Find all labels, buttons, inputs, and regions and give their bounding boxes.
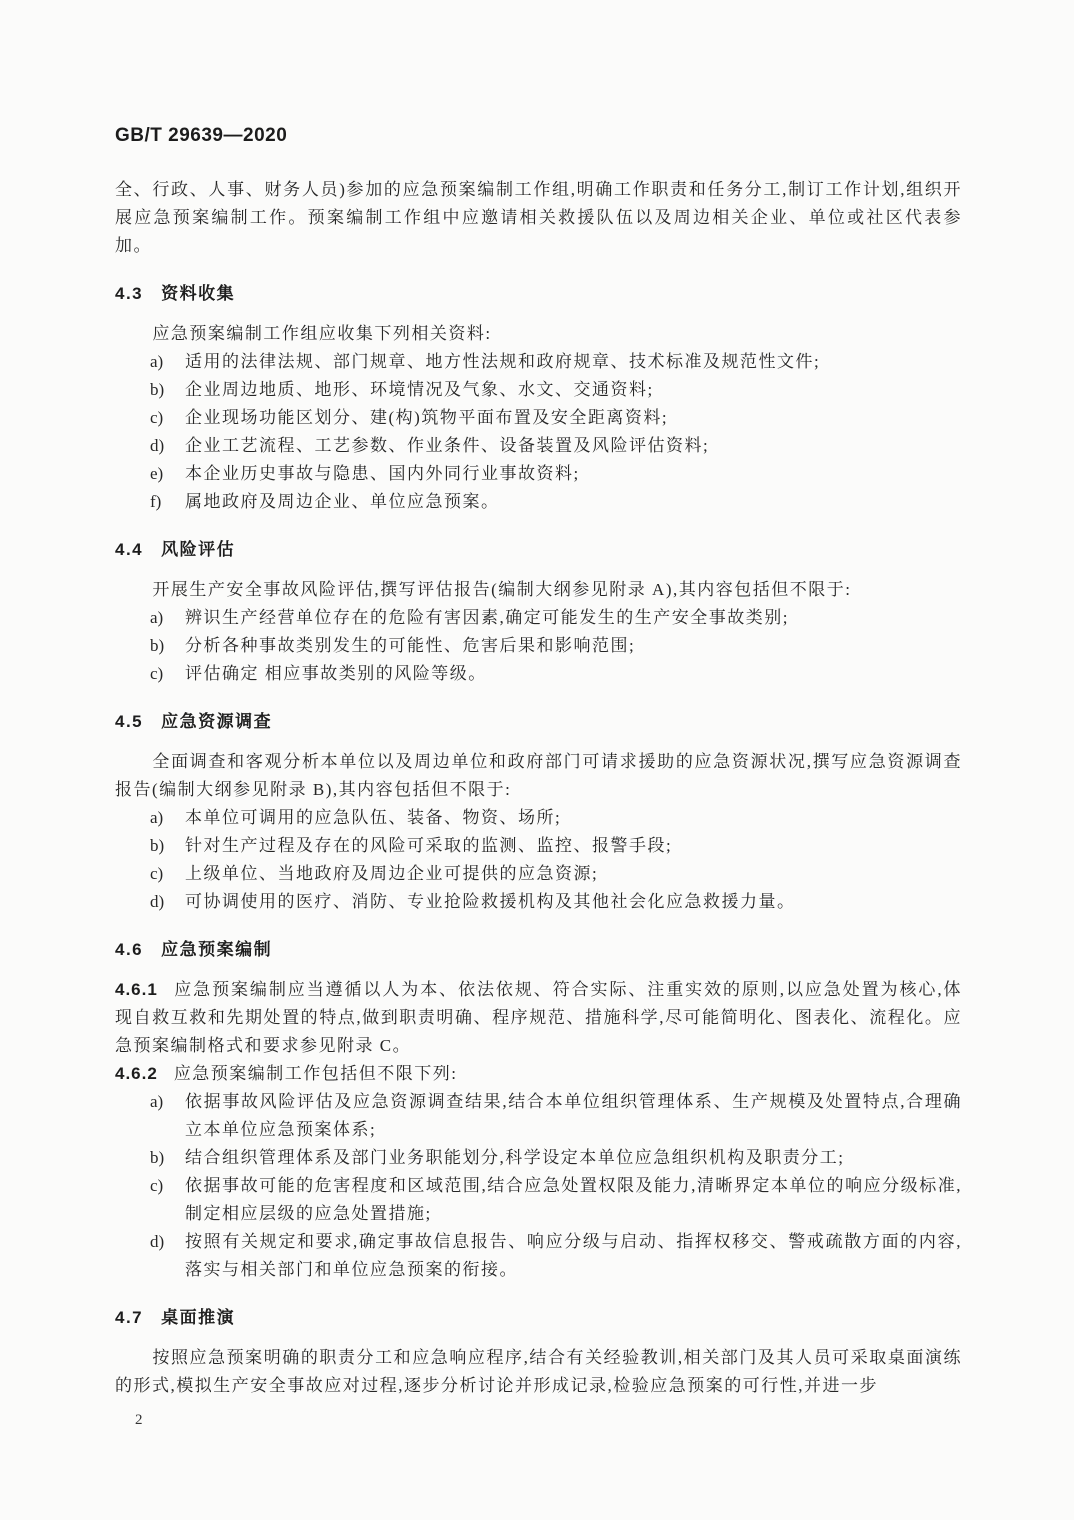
list-item-text: 评估确定 相应事故类别的风险等级。 (185, 664, 487, 683)
clause-number: 4.6.2 (115, 1064, 158, 1083)
body-paragraph: 应急预案编制工作组应收集下列相关资料: (152, 324, 492, 343)
list-item (115, 1228, 962, 1284)
list-item-text: 本单位可调用的应急队伍、装备、物资、场所; (185, 808, 562, 827)
section-title: 资料收集 (161, 284, 236, 303)
list-item-label: b) (150, 1148, 165, 1167)
page-number: 2 (135, 1412, 143, 1428)
list-item-text: 企业周边地质、地形、环境情况及气象、水文、交通资料; (185, 380, 654, 399)
list-item (115, 376, 962, 404)
list-item-label: c) (150, 408, 164, 427)
list-item-label: a) (150, 352, 164, 371)
list-item (115, 888, 962, 916)
list-item (115, 860, 962, 888)
clause-paragraph (115, 1060, 962, 1088)
section-number: 4.7 (115, 1308, 144, 1327)
list-item-text: 辨识生产经营单位存在的危险有害因素,确定可能发生的生产安全事故类别; (185, 608, 789, 627)
section-number: 4.3 (115, 284, 144, 303)
list-item-text: 结合组织管理体系及部门业务职能划分,科学设定本单位应急组织机构及职责分工; (185, 1148, 845, 1167)
list-item-text: 企业工艺流程、工艺参数、作业条件、设备装置及风险评估资料; (185, 436, 710, 455)
section-4.4 (115, 536, 962, 688)
list-item-label: e) (150, 464, 164, 483)
section-title: 桌面推演 (161, 1308, 236, 1327)
section-4.3 (115, 280, 962, 516)
list-item (115, 804, 962, 832)
clause-text: 应急预案编制应当遵循以人为本、依法依规、符合实际、注重实效的原则,以应急处置为核心,体现自救互救和先期处置的特点,做到职责明确、程序规范、措施科学,尽可能简明化、图表化、流程化。应急预案编制格式和要求参见附录 C。 (115, 980, 962, 1055)
list-item-text: 依据事故风险评估及应急资源调查结果,结合本单位组织管理体系、生产规模及处置特点,合理确立本单位应急预案体系; (185, 1092, 962, 1139)
section-title: 应急资源调查 (161, 712, 273, 731)
list-item-text: 企业现场功能区划分、建(构)筑物平面布置及安全距离资料; (185, 408, 669, 427)
list-item (115, 432, 962, 460)
list-item-text: 依据事故可能的危害程度和区域范围,结合应急处置权限及能力,清晰界定本单位的响应分级标准,制定相应层级的应急处置措施; (185, 1176, 962, 1223)
list-item (115, 1172, 962, 1228)
section-title: 风险评估 (161, 540, 236, 559)
list-item-label: b) (150, 380, 165, 399)
opening-paragraph: 全、行政、人事、财务人员)参加的应急预案编制工作组,明确工作职责和任务分工,制订工作计划,组织开展应急预案编制工作。预案编制工作组中应邀请相关救援队伍以及周边相关企业、单位或社区代表参加。 (115, 180, 962, 255)
list-item-text: 可协调使用的医疗、消防、专业抢险救援机构及其他社会化应急救援力量。 (185, 892, 796, 911)
list-item-text: 本企业历史事故与隐患、国内外同行业事故资料; (185, 464, 580, 483)
list-item (115, 660, 962, 688)
list-item (115, 632, 962, 660)
section-heading (115, 1304, 962, 1332)
sections-container (115, 280, 962, 1400)
list-item-label: d) (150, 892, 165, 911)
list-item-text: 针对生产过程及存在的风险可采取的监测、监控、报警手段; (185, 836, 673, 855)
section-number: 4.5 (115, 712, 144, 731)
list-item-text: 适用的法律法规、部门规章、地方性法规和政府规章、技术标准及规范性文件; (185, 352, 821, 371)
list-item-label: a) (150, 608, 164, 627)
list-item-label: f) (150, 492, 162, 511)
section-number: 4.4 (115, 540, 144, 559)
list-item (115, 404, 962, 432)
list-item-text: 属地政府及周边企业、单位应急预案。 (185, 492, 500, 511)
section-4.7 (115, 1304, 962, 1400)
list-item-label: c) (150, 664, 164, 683)
clause-paragraph (115, 976, 962, 1060)
section-number: 4.6 (115, 940, 144, 959)
list-item-label: a) (150, 1092, 164, 1111)
section-4.6 (115, 936, 962, 1284)
list-item-text: 上级单位、当地政府及周边企业可提供的应急资源; (185, 864, 599, 883)
list-item (115, 348, 962, 376)
list-item-label: c) (150, 1176, 164, 1195)
list-item-label: b) (150, 836, 165, 855)
body-paragraph: 全面调查和客观分析本单位以及周边单位和政府部门可请求援助的应急资源状况,撰写应急资源调查报告(编制大纲参见附录 B),其内容包括但不限于: (115, 752, 962, 799)
body-paragraph: 开展生产安全事故风险评估,撰写评估报告(编制大纲参见附录 A),其内容包括但不限于: (152, 580, 852, 599)
clause-text: 应急预案编制工作包括但不限下列: (173, 1064, 458, 1083)
section-title: 应急预案编制 (161, 940, 273, 959)
list-item-label: a) (150, 808, 164, 827)
list-item (115, 460, 962, 488)
section-heading (115, 280, 962, 308)
list-item (115, 832, 962, 860)
doc-code-header: GB/T 29639—2020 (115, 125, 288, 146)
section-heading (115, 708, 962, 736)
list-item (115, 1088, 962, 1144)
list-item-label: b) (150, 636, 165, 655)
list-item-text: 分析各种事故类别发生的可能性、危害后果和影响范围; (185, 636, 636, 655)
list-item (115, 604, 962, 632)
section-4.5 (115, 708, 962, 916)
clause-number: 4.6.1 (115, 980, 158, 999)
body-paragraph: 按照应急预案明确的职责分工和应急响应程序,结合有关经验教训,相关部门及其人员可采取桌面演练的形式,模拟生产安全事故应对过程,逐步分析讨论并形成记录,检验应急预案的可行性,并进一步 (115, 1348, 962, 1395)
list-item (115, 488, 962, 516)
list-item-label: c) (150, 864, 164, 883)
list-item (115, 1144, 962, 1172)
section-heading (115, 536, 962, 564)
section-heading (115, 936, 962, 964)
list-item-label: d) (150, 436, 165, 455)
list-item-text: 按照有关规定和要求,确定事故信息报告、响应分级与启动、指挥权移交、警戒疏散方面的内容,落实与相关部门和单位应急预案的衔接。 (185, 1232, 962, 1279)
list-item-label: d) (150, 1232, 165, 1251)
